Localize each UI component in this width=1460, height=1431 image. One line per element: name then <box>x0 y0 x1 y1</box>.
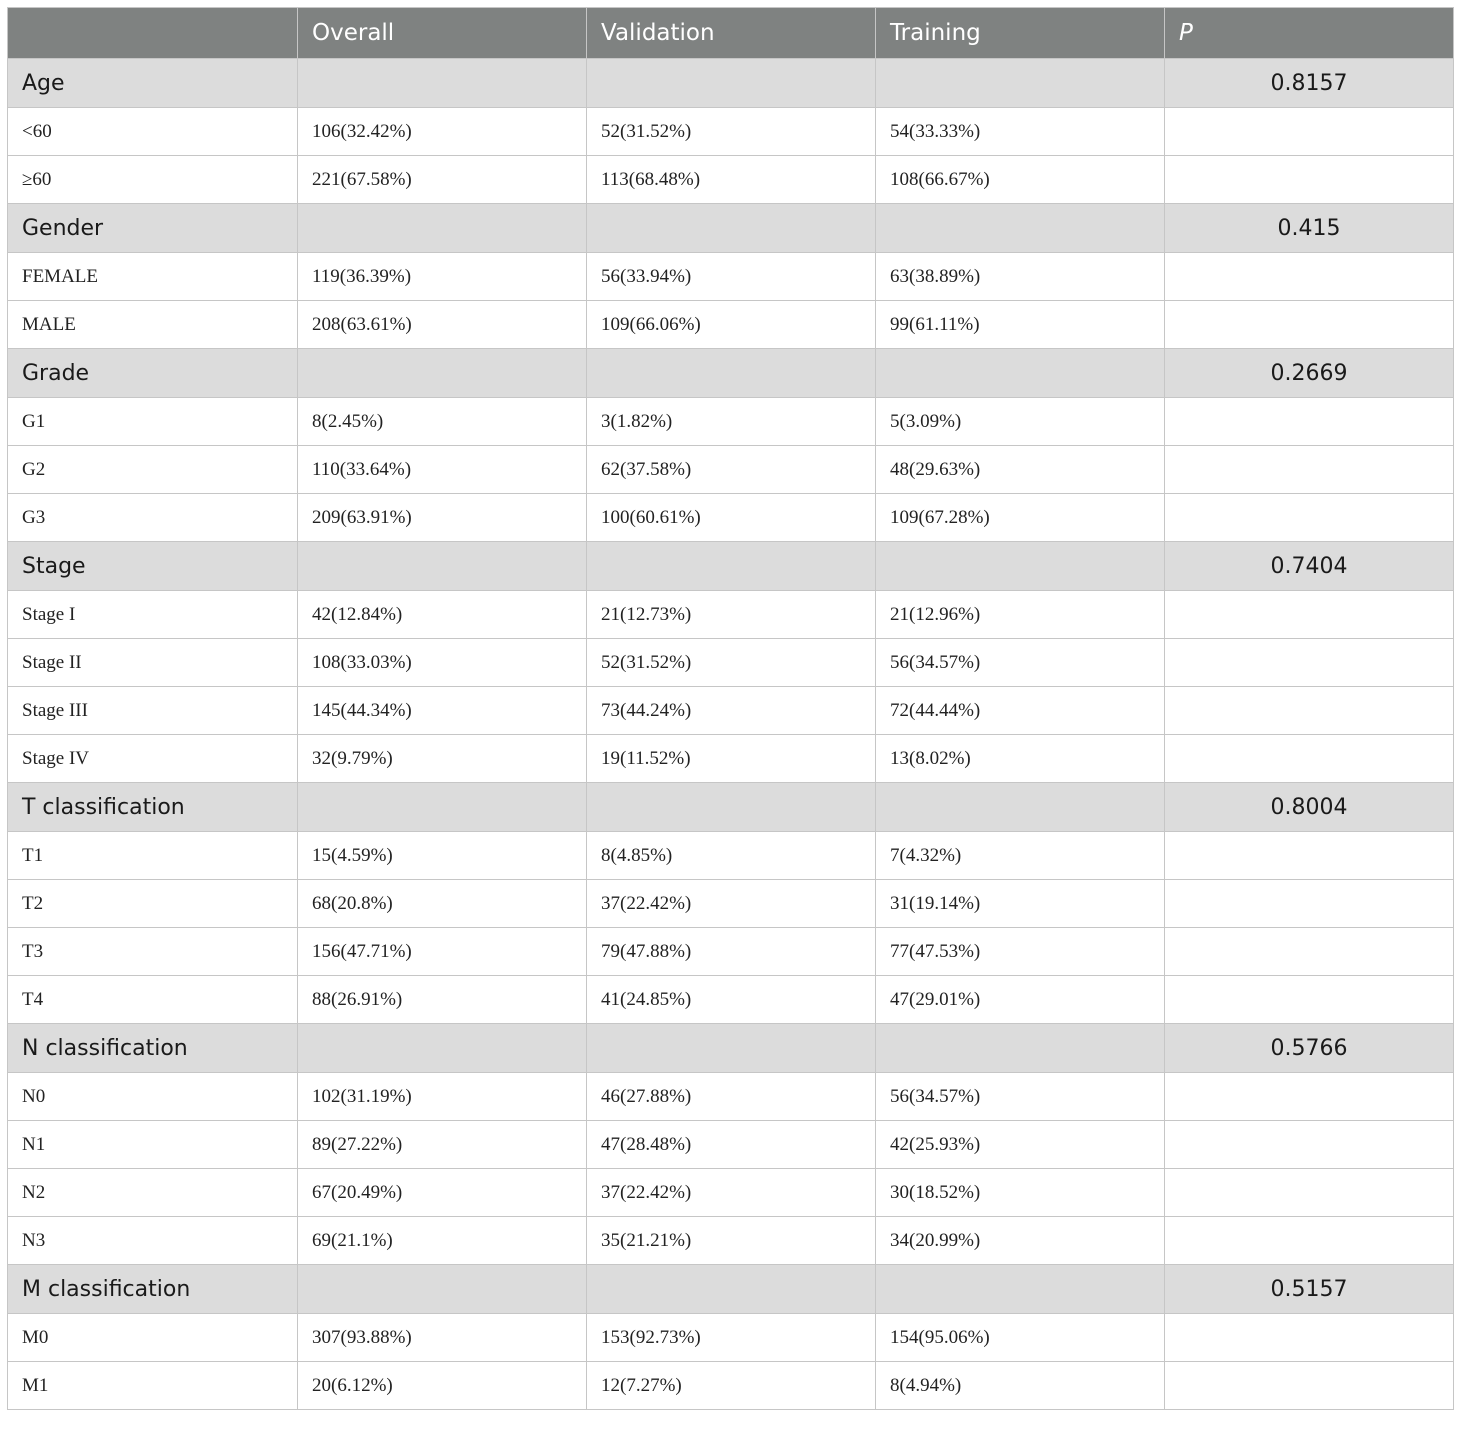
cell-validation: 3(1.82%) <box>587 398 876 446</box>
row-label: FEMALE <box>8 253 298 301</box>
data-table <box>7 7 1454 1410</box>
header-row <box>8 8 1454 59</box>
cell-validation: 100(60.61%) <box>587 494 876 542</box>
cell-p <box>1165 639 1454 687</box>
table-row <box>8 880 1454 928</box>
group-empty-cell <box>587 349 876 398</box>
cell-training: 154(95.06%) <box>876 1314 1165 1362</box>
group-empty-cell <box>587 542 876 591</box>
cell-overall: 8(2.45%) <box>298 398 587 446</box>
group-label: Gender <box>8 204 298 253</box>
table-row <box>8 1217 1454 1265</box>
row-label: G3 <box>8 494 298 542</box>
cell-validation: 37(22.42%) <box>587 880 876 928</box>
table-row <box>8 1314 1454 1362</box>
group-row <box>8 59 1454 108</box>
table-row <box>8 446 1454 494</box>
cell-p <box>1165 976 1454 1024</box>
group-empty-cell <box>298 349 587 398</box>
cell-overall: 88(26.91%) <box>298 976 587 1024</box>
group-label: Age <box>8 59 298 108</box>
cell-training: 63(38.89%) <box>876 253 1165 301</box>
row-label: <60 <box>8 108 298 156</box>
cell-p <box>1165 687 1454 735</box>
table-row <box>8 1073 1454 1121</box>
group-empty-cell <box>587 1024 876 1073</box>
table-row <box>8 253 1454 301</box>
row-label: N0 <box>8 1073 298 1121</box>
cell-p <box>1165 1073 1454 1121</box>
table-row <box>8 687 1454 735</box>
cell-overall: 69(21.1%) <box>298 1217 587 1265</box>
group-empty-cell <box>298 204 587 253</box>
table-row <box>8 832 1454 880</box>
cell-overall: 42(12.84%) <box>298 591 587 639</box>
row-label: G1 <box>8 398 298 446</box>
row-label: ≥60 <box>8 156 298 204</box>
group-empty-cell <box>876 59 1165 108</box>
cell-p <box>1165 735 1454 783</box>
group-row <box>8 542 1454 591</box>
cell-validation: 19(11.52%) <box>587 735 876 783</box>
cell-overall: 307(93.88%) <box>298 1314 587 1362</box>
cell-p <box>1165 1314 1454 1362</box>
cell-validation: 21(12.73%) <box>587 591 876 639</box>
cell-p <box>1165 1217 1454 1265</box>
row-label: N2 <box>8 1169 298 1217</box>
cell-overall: 67(20.49%) <box>298 1169 587 1217</box>
group-empty-cell <box>298 783 587 832</box>
table-row <box>8 494 1454 542</box>
header-cell-validation: Validation <box>587 8 876 59</box>
row-label: T3 <box>8 928 298 976</box>
group-row <box>8 1265 1454 1314</box>
cell-validation: 46(27.88%) <box>587 1073 876 1121</box>
group-row <box>8 783 1454 832</box>
header-cell-training: Training <box>876 8 1165 59</box>
cell-training: 109(67.28%) <box>876 494 1165 542</box>
row-label: G2 <box>8 446 298 494</box>
cell-validation: 37(22.42%) <box>587 1169 876 1217</box>
header-cell-variable <box>8 8 298 59</box>
group-empty-cell <box>876 349 1165 398</box>
cell-training: 34(20.99%) <box>876 1217 1165 1265</box>
group-empty-cell <box>587 59 876 108</box>
cell-overall: 145(44.34%) <box>298 687 587 735</box>
cell-p <box>1165 591 1454 639</box>
cell-validation: 62(37.58%) <box>587 446 876 494</box>
cell-overall: 221(67.58%) <box>298 156 587 204</box>
cell-overall: 110(33.64%) <box>298 446 587 494</box>
group-p-value: 0.8004 <box>1165 783 1454 832</box>
group-label: Stage <box>8 542 298 591</box>
group-label: T classification <box>8 783 298 832</box>
cell-training: 47(29.01%) <box>876 976 1165 1024</box>
group-empty-cell <box>876 1024 1165 1073</box>
cell-training: 54(33.33%) <box>876 108 1165 156</box>
cell-validation: 47(28.48%) <box>587 1121 876 1169</box>
header-cell-p: P <box>1165 8 1454 59</box>
group-empty-cell <box>298 59 587 108</box>
cell-training: 56(34.57%) <box>876 1073 1165 1121</box>
cell-training: 42(25.93%) <box>876 1121 1165 1169</box>
table-row <box>8 735 1454 783</box>
row-label: MALE <box>8 301 298 349</box>
cell-validation: 52(31.52%) <box>587 639 876 687</box>
table-row <box>8 639 1454 687</box>
group-empty-cell <box>587 783 876 832</box>
cell-overall: 32(9.79%) <box>298 735 587 783</box>
group-row <box>8 204 1454 253</box>
row-label: Stage IV <box>8 735 298 783</box>
cell-p <box>1165 108 1454 156</box>
cell-validation: 109(66.06%) <box>587 301 876 349</box>
group-empty-cell <box>298 542 587 591</box>
row-label: N1 <box>8 1121 298 1169</box>
cell-p <box>1165 880 1454 928</box>
cell-training: 77(47.53%) <box>876 928 1165 976</box>
group-label: Grade <box>8 349 298 398</box>
table-row <box>8 398 1454 446</box>
cell-overall: 20(6.12%) <box>298 1362 587 1410</box>
cell-training: 99(61.11%) <box>876 301 1165 349</box>
table-row <box>8 1121 1454 1169</box>
cell-validation: 12(7.27%) <box>587 1362 876 1410</box>
row-label: T4 <box>8 976 298 1024</box>
row-label: Stage I <box>8 591 298 639</box>
group-empty-cell <box>298 1265 587 1314</box>
cell-p <box>1165 156 1454 204</box>
cell-validation: 52(31.52%) <box>587 108 876 156</box>
cell-overall: 15(4.59%) <box>298 832 587 880</box>
table-row <box>8 156 1454 204</box>
group-empty-cell <box>876 542 1165 591</box>
group-empty-cell <box>587 1265 876 1314</box>
cell-p <box>1165 928 1454 976</box>
group-label: N classification <box>8 1024 298 1073</box>
group-p-value: 0.8157 <box>1165 59 1454 108</box>
cell-p <box>1165 1169 1454 1217</box>
cell-training: 108(66.67%) <box>876 156 1165 204</box>
header-cell-overall: Overall <box>298 8 587 59</box>
cell-validation: 8(4.85%) <box>587 832 876 880</box>
cell-validation: 79(47.88%) <box>587 928 876 976</box>
group-p-value: 0.5157 <box>1165 1265 1454 1314</box>
cell-p <box>1165 301 1454 349</box>
group-p-value: 0.5766 <box>1165 1024 1454 1073</box>
group-empty-cell <box>876 783 1165 832</box>
table-row <box>8 1169 1454 1217</box>
cell-p <box>1165 446 1454 494</box>
cell-overall: 209(63.91%) <box>298 494 587 542</box>
cell-training: 48(29.63%) <box>876 446 1165 494</box>
group-empty-cell <box>298 1024 587 1073</box>
group-row <box>8 1024 1454 1073</box>
cell-p <box>1165 1121 1454 1169</box>
table-row <box>8 301 1454 349</box>
cell-overall: 68(20.8%) <box>298 880 587 928</box>
cell-overall: 156(47.71%) <box>298 928 587 976</box>
cell-validation: 153(92.73%) <box>587 1314 876 1362</box>
table-row <box>8 976 1454 1024</box>
row-label: M0 <box>8 1314 298 1362</box>
cell-validation: 56(33.94%) <box>587 253 876 301</box>
cell-training: 30(18.52%) <box>876 1169 1165 1217</box>
group-label: M classification <box>8 1265 298 1314</box>
cell-training: 7(4.32%) <box>876 832 1165 880</box>
table-row <box>8 108 1454 156</box>
cell-overall: 106(32.42%) <box>298 108 587 156</box>
group-row <box>8 349 1454 398</box>
row-label: Stage III <box>8 687 298 735</box>
cell-training: 72(44.44%) <box>876 687 1165 735</box>
table-header <box>8 8 1454 59</box>
group-empty-cell <box>587 204 876 253</box>
cell-p <box>1165 1362 1454 1410</box>
cell-validation: 113(68.48%) <box>587 156 876 204</box>
cell-validation: 41(24.85%) <box>587 976 876 1024</box>
row-label: N3 <box>8 1217 298 1265</box>
cell-training: 56(34.57%) <box>876 639 1165 687</box>
cell-p <box>1165 832 1454 880</box>
row-label: Stage II <box>8 639 298 687</box>
cell-training: 8(4.94%) <box>876 1362 1165 1410</box>
cell-validation: 73(44.24%) <box>587 687 876 735</box>
cell-overall: 102(31.19%) <box>298 1073 587 1121</box>
cell-training: 13(8.02%) <box>876 735 1165 783</box>
table-row <box>8 591 1454 639</box>
group-empty-cell <box>876 204 1165 253</box>
cell-overall: 108(33.03%) <box>298 639 587 687</box>
group-p-value: 0.7404 <box>1165 542 1454 591</box>
cell-training: 31(19.14%) <box>876 880 1165 928</box>
cell-training: 5(3.09%) <box>876 398 1165 446</box>
cell-p <box>1165 253 1454 301</box>
cell-p <box>1165 398 1454 446</box>
cell-validation: 35(21.21%) <box>587 1217 876 1265</box>
group-p-value: 0.2669 <box>1165 349 1454 398</box>
table-body <box>8 59 1454 1410</box>
cell-overall: 119(36.39%) <box>298 253 587 301</box>
cell-overall: 208(63.61%) <box>298 301 587 349</box>
cell-training: 21(12.96%) <box>876 591 1165 639</box>
cell-overall: 89(27.22%) <box>298 1121 587 1169</box>
table-row <box>8 1362 1454 1410</box>
row-label: T2 <box>8 880 298 928</box>
row-label: T1 <box>8 832 298 880</box>
group-empty-cell <box>876 1265 1165 1314</box>
group-p-value: 0.415 <box>1165 204 1454 253</box>
row-label: M1 <box>8 1362 298 1410</box>
cell-p <box>1165 494 1454 542</box>
table-row <box>8 928 1454 976</box>
